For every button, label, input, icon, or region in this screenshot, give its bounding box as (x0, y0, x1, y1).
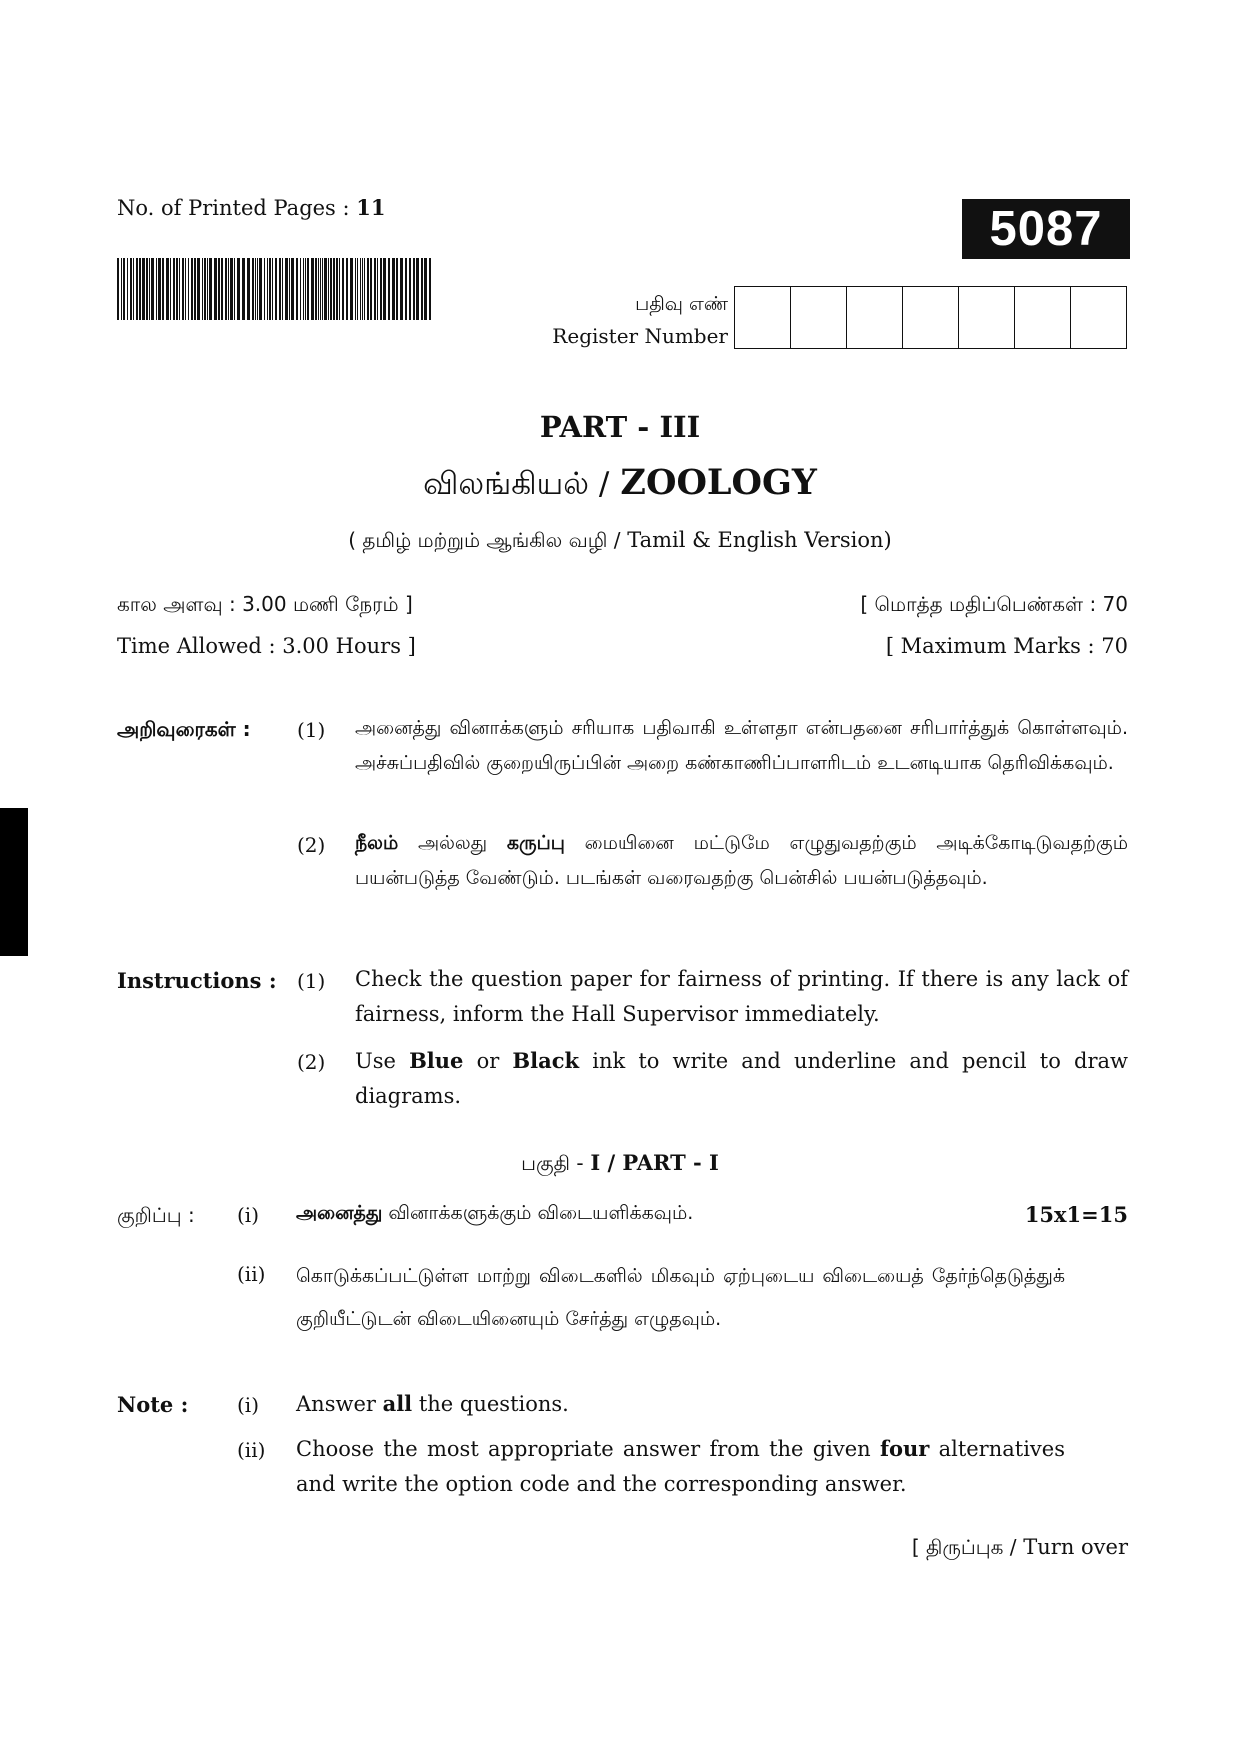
instruction-number: (1) (297, 718, 326, 742)
subject-title (0, 462, 1240, 506)
register-digit-box[interactable] (735, 287, 791, 348)
note-number: (i) (237, 1203, 260, 1227)
part-one-tamil: பகுதி - (521, 1151, 584, 1175)
emphasis-all: all (382, 1391, 413, 1416)
emphasis-all-tamil: அனைத்து (296, 1202, 383, 1224)
printed-pages-count: 11 (356, 195, 386, 220)
note-english-heading: Note : (117, 1392, 189, 1417)
emphasis-blue: Blue (409, 1048, 464, 1073)
instructions-english-heading: Instructions : (117, 968, 277, 993)
paper-code: 5087 (989, 202, 1103, 256)
register-digit-box[interactable] (847, 287, 903, 348)
turn-over-tamil: [ திருப்புக / (911, 1535, 1017, 1559)
instruction-tamil-1: அனைத்து வினாக்களும் சரியாக பதிவாகி உள்ளதா என்பதனை சரிபார்த்துக் கொள்ளவும். அச்சுப்பதிவில் குறையிருப்பின் அறை கண்காணிப்பாளரிடம் உடனடியாக தெரிவிக்கவும். (355, 717, 1128, 774)
max-marks-tamil: [ மொத்த மதிப்பெண்கள் : 70 (860, 592, 1128, 616)
version-english: Tamil & English Version) (627, 528, 892, 552)
subject-english: ZOOLOGY (620, 462, 817, 503)
note-english-2: Choose the most appropriate answer from the given four alternatives and write the option code and the corresponding answer. (296, 1436, 1065, 1496)
register-digit-box[interactable] (791, 287, 847, 348)
barcode-icon (117, 258, 434, 320)
note-number: (ii) (237, 1438, 266, 1462)
emphasis-blue-tamil: நீலம் (355, 832, 399, 854)
time-allowed-english: Time Allowed : 3.00 Hours ] (117, 634, 416, 658)
instruction-english-1: Check the question paper for fairness of printing. If there is any lack of fairness, inform the Hall Supervisor immediately. (355, 967, 1128, 1026)
note-tamil-2: கொடுக்கப்பட்டுள்ள மாற்று விடைகளில் மிகவும் ஏற்புடைய விடையைத் தேர்ந்தெடுத்துக் குறியீட்டுடன் விடையினையும் சேர்த்து எழுதவும். (296, 1265, 1065, 1330)
register-digit-box[interactable] (903, 287, 959, 348)
emphasis-four: four (879, 1436, 930, 1461)
version-line (0, 528, 1240, 555)
paper-code-box (962, 199, 1130, 259)
note-english-1: Answer all the questions. (296, 1391, 569, 1416)
register-digit-box[interactable] (1071, 287, 1126, 348)
printed-pages-line (117, 195, 386, 220)
part-title: PART - III (539, 410, 701, 444)
register-digit-box[interactable] (1015, 287, 1071, 348)
max-marks-english: [ Maximum Marks : 70 (885, 634, 1128, 658)
printed-pages-label: No. of Printed Pages : (117, 196, 350, 220)
instruction-number: (2) (297, 833, 326, 857)
part-one-heading (0, 1150, 1240, 1178)
register-number-boxes[interactable] (734, 286, 1127, 349)
part-one-english: I / PART - I (590, 1150, 719, 1175)
marks-scheme: 15x1=15 (1024, 1202, 1128, 1227)
version-tamil: ( தமிழ் மற்றும் ஆங்கில வழி / (348, 528, 621, 552)
margin-marker-bar (0, 808, 28, 956)
subject-tamil: விலங்கியல் / (423, 466, 610, 502)
instruction-number: (1) (297, 969, 326, 993)
register-digit-box[interactable] (959, 287, 1015, 348)
register-number-label (500, 288, 728, 352)
register-label-english: Register Number (552, 324, 728, 348)
instruction-number: (2) (297, 1050, 326, 1074)
instruction-english-2: Use Blue or Black ink to write and underline and pencil to draw diagrams. (355, 1048, 1128, 1108)
emphasis-black: Black (512, 1048, 580, 1073)
turn-over-note (912, 1535, 1128, 1562)
note-tamil-1: அனைத்து வினாக்களுக்கும் விடையளிக்கவும். (296, 1202, 694, 1224)
instructions-tamil-heading: அறிவுரைகள் : (117, 717, 251, 741)
register-label-tamil: பதிவு எண் (635, 293, 728, 315)
emphasis-black-tamil: கருப்பு (506, 832, 565, 854)
note-tamil-heading: குறிப்பு : (117, 1203, 195, 1227)
instruction-tamil-2: நீலம் அல்லது கருப்பு மையினை மட்டுமே எழுதுவதற்கும் அடிக்கோடிடுவதற்கும் பயன்படுத்த வேண்டும். படங்கள் வரைவதற்கு பென்சில் பயன்படுத்தவும். (355, 832, 1128, 889)
note-number: (i) (237, 1393, 260, 1417)
time-allowed-tamil: கால அளவு : 3.00 மணி நேரம் ] (117, 592, 413, 616)
note-number: (ii) (237, 1262, 266, 1286)
turn-over-english: Turn over (1023, 1535, 1128, 1559)
